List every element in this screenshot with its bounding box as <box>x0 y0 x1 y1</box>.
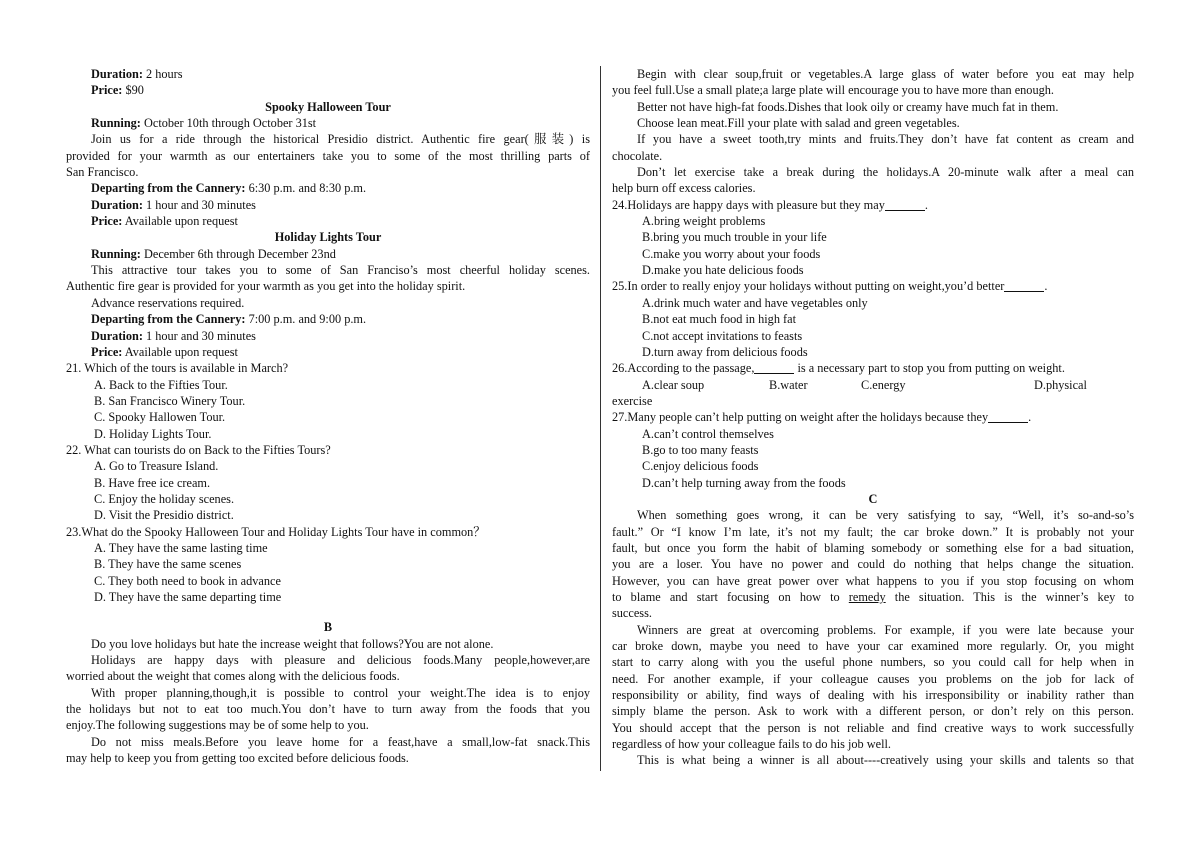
option-25a: A.drink much water and have vegetables only <box>642 295 868 310</box>
halloween-duration: Duration: 1 hour and 30 minutes <box>91 197 256 212</box>
section-c-line: However, you can have great power over what happens to you if you stop focusing on whom <box>612 573 1134 588</box>
fifties-price: Price: $90 <box>91 83 144 98</box>
halloween-desc-line: provided for your warmth as our entertainers take you to some of the most thrilling parts of <box>66 148 590 163</box>
section-b-line: may help to keep you from getting too excited before delicious foods. <box>66 751 409 766</box>
section-c-line: success. <box>612 606 652 621</box>
option-23b: B. They have the same scenes <box>94 557 242 572</box>
section-b-line: Choose lean meat.Fill your plate with salad and green vegetables. <box>637 116 960 131</box>
section-c-line: regardless of how your colleague fails to do his job well. <box>612 737 892 752</box>
option-26d: D.physical <box>1034 377 1087 392</box>
option-23d: D. They have the same departing time <box>94 590 282 604</box>
holiday-lights-running: Running: December 6th through December 23nd <box>91 246 336 261</box>
answer-blank <box>754 361 794 374</box>
section-b-line: Holidays are happy days with pleasure and delicious foods.Many people,however,are <box>91 653 590 668</box>
section-c-line: to blame and start focusing on how to remedy the situation. This is the winner’s key to <box>612 590 1134 604</box>
holiday-lights-desc-line: Advance reservations required. <box>91 295 245 310</box>
option-27d: D.can’t help turning away from the foods <box>642 475 846 490</box>
question-27: 27.Many people can’t help putting on weight after the holidays because they . <box>612 410 1032 425</box>
fifties-duration: Duration: 2 hours <box>91 67 183 81</box>
section-b-line: worried about the weight that comes along with the delicious foods. <box>66 669 400 684</box>
section-b-line: Better not have high-fat foods.Dishes that look oily or creamy have much fat in them. <box>637 99 1059 114</box>
section-c-line: responsibility or ability, find ways of dealing with his irresponsibility or inability rather than <box>612 688 1134 703</box>
section-b-heading: B <box>323 620 333 635</box>
option-23c: C. They both need to book in advance <box>94 573 281 588</box>
halloween-price: Price: Available upon request <box>91 214 238 229</box>
section-b-line: chocolate. <box>612 148 663 163</box>
option-26b: B.water <box>769 377 808 392</box>
underlined-word-remedy: remedy <box>848 590 886 604</box>
right-column <box>612 66 1134 769</box>
holiday-lights-title: Holiday Lights Tour <box>274 230 382 245</box>
holiday-lights-desc-line: Authentic fire gear is provided for your warmth as you get into the holiday spirit. <box>66 279 466 294</box>
answer-blank <box>988 410 1028 423</box>
option-21a: A. Back to the Fifties Tour. <box>94 377 228 392</box>
halloween-running: Running: October 10th through October 31st <box>91 116 317 131</box>
section-b-line: Don’t let exercise take a break during the holidays.A 20-minute walk after a meal can <box>637 165 1134 180</box>
question-25: 25.In order to really enjoy your holidays without putting on weight,you’d better . <box>612 279 1048 294</box>
answer-blank <box>885 198 925 211</box>
option-24c: C.make you worry about your foods <box>642 246 821 261</box>
option-25b: B.not eat much food in high fat <box>642 312 797 327</box>
option-24d: D.make you hate delicious foods <box>642 263 804 278</box>
option-27c: C.enjoy delicious foods <box>642 459 759 474</box>
option-27b: B.go to too many feasts <box>642 442 759 457</box>
answer-blank <box>1004 279 1044 292</box>
option-24a: A.bring weight problems <box>642 214 766 229</box>
section-c-line: simply blame the person. Ask to work with a different person, or don’t rely on this person. <box>612 704 1134 719</box>
section-c-line: start to carry along with you the useful phone numbers, so you could call for help when in <box>612 655 1134 670</box>
question-21: 21. Which of the tours is available in March? <box>66 361 289 376</box>
option-22c: C. Enjoy the holiday scenes. <box>94 491 235 506</box>
section-b-line: the holidays but not to eat too much.You don’t have to turn away from the foods that you <box>66 702 590 717</box>
option-21c: C. Spooky Hallowen Tour. <box>94 410 226 425</box>
question-22: 22. What can tourists do on Back to the Fifties Tours? <box>66 442 331 457</box>
section-b-line: you feel full.Use a small plate;a large plate will encourage you to have more than enough. <box>612 83 1054 98</box>
option-25d: D.turn away from delicious foods <box>642 344 808 359</box>
section-c-line: When something goes wrong, it can be very satisfying to say, “Well, it’s so-and-so’s <box>637 508 1134 523</box>
question-26: 26.According to the passage, is a necessary part to stop you from putting on weight. <box>612 361 1065 376</box>
section-c-line: Winners are great at overcoming problems. For example, if you were late because your <box>637 622 1134 637</box>
section-b-line: Do not miss meals.Before you leave home for a feast,have a small,low-fat snack.This <box>91 734 590 749</box>
left-column <box>66 66 590 766</box>
option-22a: A. Go to Treasure Island. <box>94 459 219 474</box>
holiday-lights-departing: Departing from the Cannery: 7:00 p.m. and 9:00 p.m. <box>91 312 367 327</box>
options-26 <box>612 377 1134 393</box>
holiday-lights-desc-line: This attractive tour takes you to some of San Franciso’s most cheerful holiday scenes. <box>91 263 590 278</box>
option-26a: A.clear soup <box>642 377 705 392</box>
halloween-desc-line: San Francisco. <box>66 165 139 180</box>
option-24b: B.bring you much trouble in your life <box>642 230 827 245</box>
option-22d: D. Visit the Presidio district. <box>94 508 234 523</box>
option-21d: D. Holiday Lights Tour. <box>94 426 212 441</box>
option-22b: B. Have free ice cream. <box>94 475 211 490</box>
halloween-desc-line: Join us for a ride through the historical Presidio district. Authentic fire gear(服装) is <box>91 132 590 147</box>
question-23: 23.What do the Spooky Halloween Tour and Holiday Lights Tour have in common？ <box>66 524 486 539</box>
section-c-line: car broke down, maybe you need to have your car examined more regularly. Or, you might <box>612 639 1134 654</box>
option-27a: A.can’t control themselves <box>642 426 774 441</box>
question-24: 24.Holidays are happy days with pleasure but they may . <box>612 197 928 212</box>
section-b-line: Do you love holidays but hate the increase weight that follows?You are not alone. <box>91 636 494 651</box>
section-b-line: With proper planning,though,it is possible to control your weight.The idea is to enjoy <box>91 685 590 700</box>
section-c-line: you are a loser. You have no power and could do nothing that helps change the situation. <box>612 557 1134 572</box>
option-26c: C.energy <box>861 377 906 392</box>
section-c-line: This is what being a winner is all about----creatively using your skills and talents so that <box>637 753 1134 768</box>
option-25c: C.not accept invitations to feasts <box>642 328 803 343</box>
option-26d-wrap: exercise <box>612 393 653 408</box>
section-c-heading: C <box>868 491 878 506</box>
section-c-line: need. For another example, if your colleague causes you problems on the job for lack of <box>612 671 1134 686</box>
section-c-line: fault, but once you form the habit of blaming somebody or something else for a bad situation, <box>612 540 1134 555</box>
holiday-lights-price: Price: Available upon request <box>91 344 238 359</box>
column-divider <box>600 66 601 771</box>
section-c-line: You should accept that the person is not reliable and find creative ways to work successfully <box>612 720 1134 735</box>
option-23a: A. They have the same lasting time <box>94 540 268 555</box>
section-b-line: enjoy.The following suggestions may be of some help to you. <box>66 718 369 733</box>
holiday-lights-duration: Duration: 1 hour and 30 minutes <box>91 328 256 343</box>
section-c-line: fault.” Or “I know I’m late, it’s not my fault; the car broke down.” It is probably not your <box>612 524 1134 539</box>
section-b-line: Begin with clear soup,fruit or vegetables.A large glass of water before you eat may help <box>637 67 1134 81</box>
section-b-line: If you have a sweet tooth,try mints and fruits.They don’t have fat content as cream and <box>637 132 1134 147</box>
section-b-line: help burn off excess calories. <box>612 181 756 196</box>
option-21b: B. San Francisco Winery Tour. <box>94 393 246 408</box>
halloween-departing: Departing from the Cannery: 6:30 p.m. and 8:30 p.m. <box>91 181 367 196</box>
halloween-tour-title: Spooky Halloween Tour <box>265 99 391 114</box>
